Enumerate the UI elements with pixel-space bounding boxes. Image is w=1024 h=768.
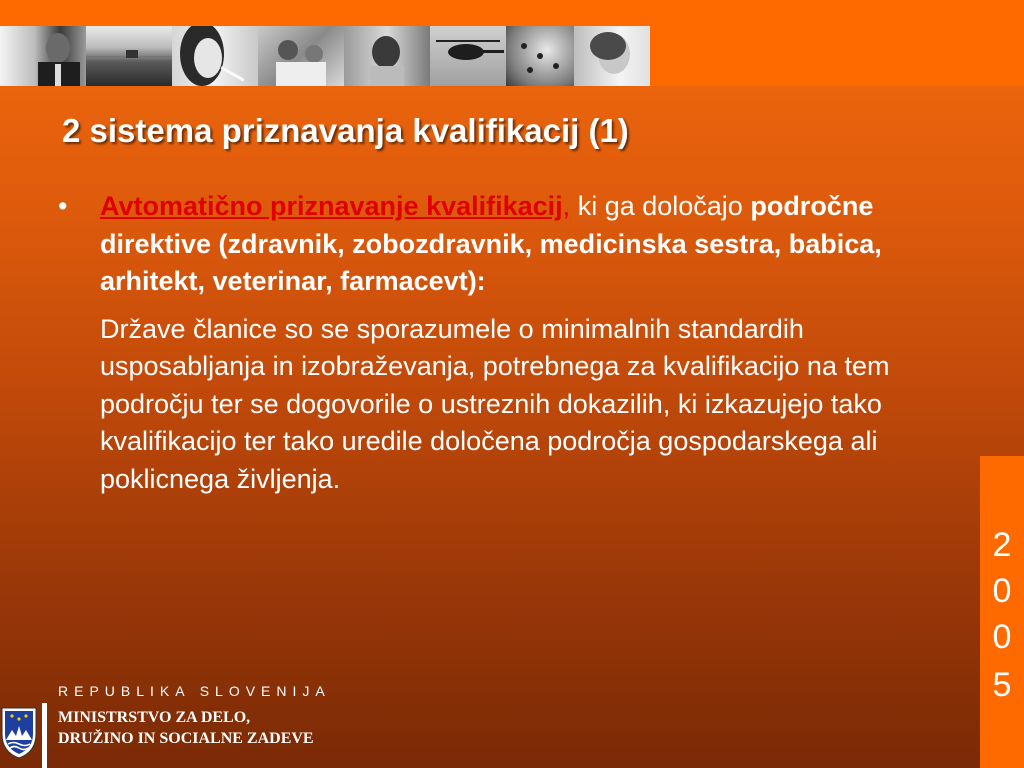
child-photo [344,26,430,86]
bullet-item [58,188,938,301]
dotted-pattern-photo [506,26,574,86]
year-digit: 0 [992,572,1012,610]
header-orange-fill [650,26,1024,86]
body-paragraph: Države članice so se sporazumele o minimalnih standardih usposabljanja in izobraževanja, potrebnega za kvalifikacijo na tem področju ter se dogovorile o ustreznih dokazilih, ki izkazujejo tako kvalifikacijo ter tako uredile določena področja gospodarskega ali poklicnega življenja. [100,313,890,494]
slide-title: 2 sistema priznavanja kvalifikacij (1) [62,112,629,149]
top-orange-band [0,0,1024,26]
family-photo [258,26,344,86]
bullet-text [100,188,938,301]
footer-ministry-name [58,707,314,749]
woman-portrait-photo [574,26,650,86]
ministry-line-1: MINISTRSTVO ZA DELO, [58,709,251,726]
footer-republika-label: REPUBLIKA SLOVENIJA [58,683,331,699]
field-landscape-photo [86,26,172,86]
coat-of-arms-icon [0,704,38,760]
link-comma: , [562,191,571,221]
year-digit: 2 [992,526,1012,564]
ministry-line-2: DRUŽINO IN SOCIALNE ZADEVE [58,730,314,747]
bullet-bold-text: področne direktive (zdravnik, zobozdravnik, medicinska sestra, babica, arhitekt, veterinar, farmacevt): [100,191,882,296]
bullet-dot: • [58,191,68,221]
year-digit: 0 [992,618,1012,656]
automatic-recognition-link[interactable]: Avtomatično priznavanje kvalifikacij [100,191,563,221]
photo-strip [0,26,650,86]
man-in-suit-photo [0,26,86,86]
year-digit: 5 [992,666,1012,704]
helicopter-photo [430,26,506,86]
bullet-plain-text: ki ga določajo [570,191,743,221]
footer-divider [42,703,47,768]
woman-face-photo [172,26,258,86]
slide-content [58,188,938,498]
year-box [980,456,1024,768]
